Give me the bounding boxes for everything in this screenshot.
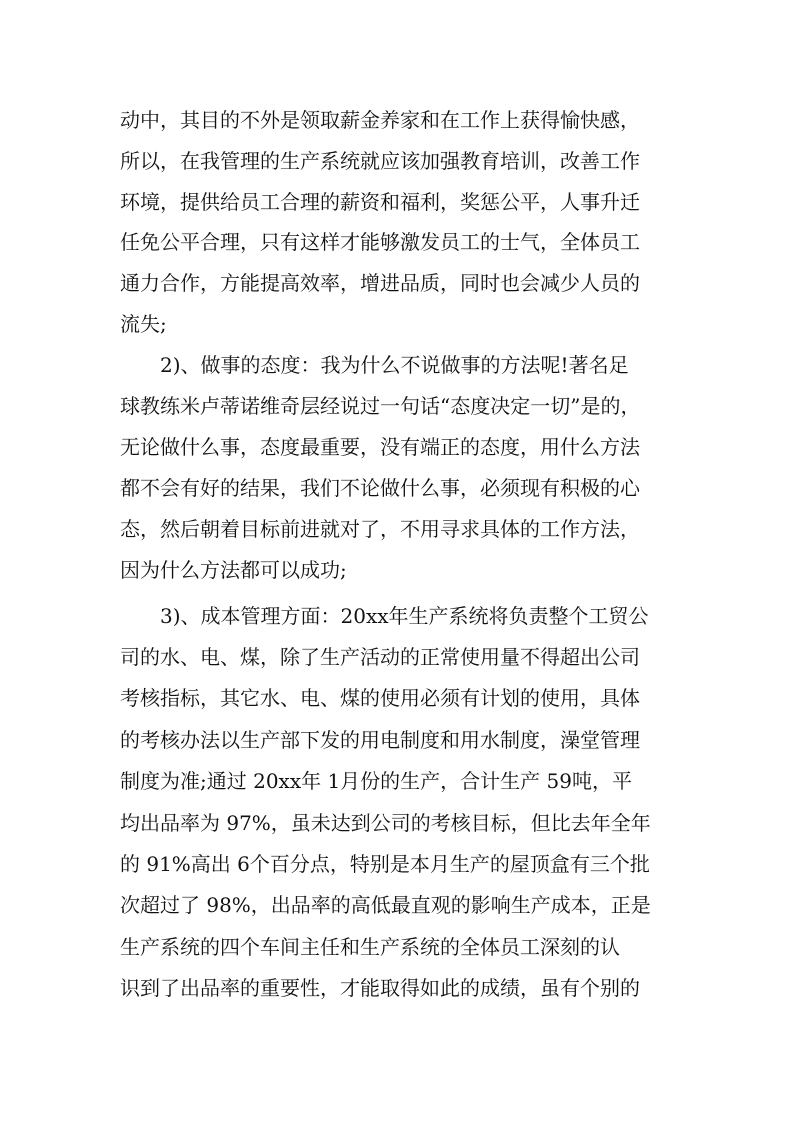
text-line: 都不会有好的结果，我们不论做什么事，必须现有积极的心 xyxy=(120,476,640,500)
text-line: 环境，提供给员工合理的薪资和福利，奖惩公平，人事升迁 xyxy=(120,190,640,214)
text-line: 通力合作，方能提高效率，增进品质，同时也会减少人员的 xyxy=(120,271,640,295)
text-line: 3)、成本管理方面：20xx年生产系统将负责整个工贸公 xyxy=(160,604,649,628)
text-line: 无论做什么事，态度最重要，没有端正的态度，用什么方法 xyxy=(120,435,640,459)
text-line: 2)、做事的态度：我为什么不说做事的方法呢!著名足 xyxy=(160,353,629,377)
text-line: 球教练米卢蒂诺维奇层经说过一句话“态度决定一切”是的， xyxy=(120,394,641,418)
text-line: 态，然后朝着目标前进就对了，不用寻求具体的工作方法， xyxy=(120,517,640,541)
text-line: 因为什么方法都可以成功; xyxy=(120,558,347,582)
text-line: 次超过了 98%，出品率的高低最直观的影响生产成本，正是 xyxy=(120,893,651,917)
text-line: 任免公平合理，只有这样才能够激发员工的士气，全体员工 xyxy=(120,230,640,254)
text-line: 考核指标，其它水、电、煤的使用必须有计划的使用，具体 xyxy=(120,686,640,710)
text-line: 司的水、电、煤，除了生产活动的正常使用量不得超出公司 xyxy=(120,645,640,669)
text-line: 所以，在我管理的生产系统就应该加强教育培训，改善工作 xyxy=(120,149,640,173)
text-line: 的 91%高出 6个百分点，特别是本月生产的屋顶盒有三个批 xyxy=(120,852,650,876)
text-line: 均出品率为 97%，虽未达到公司的考核目标，但比去年全年 xyxy=(120,811,651,835)
text-line: 的考核办法以生产部下发的用电制度和用水制度，澡堂管理 xyxy=(120,728,640,752)
text-line: 流失; xyxy=(120,312,167,336)
text-line: 生产系统的四个车间主任和生产系统的全体员工深刻的认 xyxy=(120,935,620,959)
text-line: 动中，其目的不外是领取薪金养家和在工作上获得愉快感， xyxy=(120,108,640,132)
text-line: 识到了出品率的重要性，才能取得如此的成绩，虽有个别的 xyxy=(120,976,640,1000)
text-line: 制度为准;通过 20xx年 1月份的生产，合计生产 59吨，平 xyxy=(120,769,632,793)
